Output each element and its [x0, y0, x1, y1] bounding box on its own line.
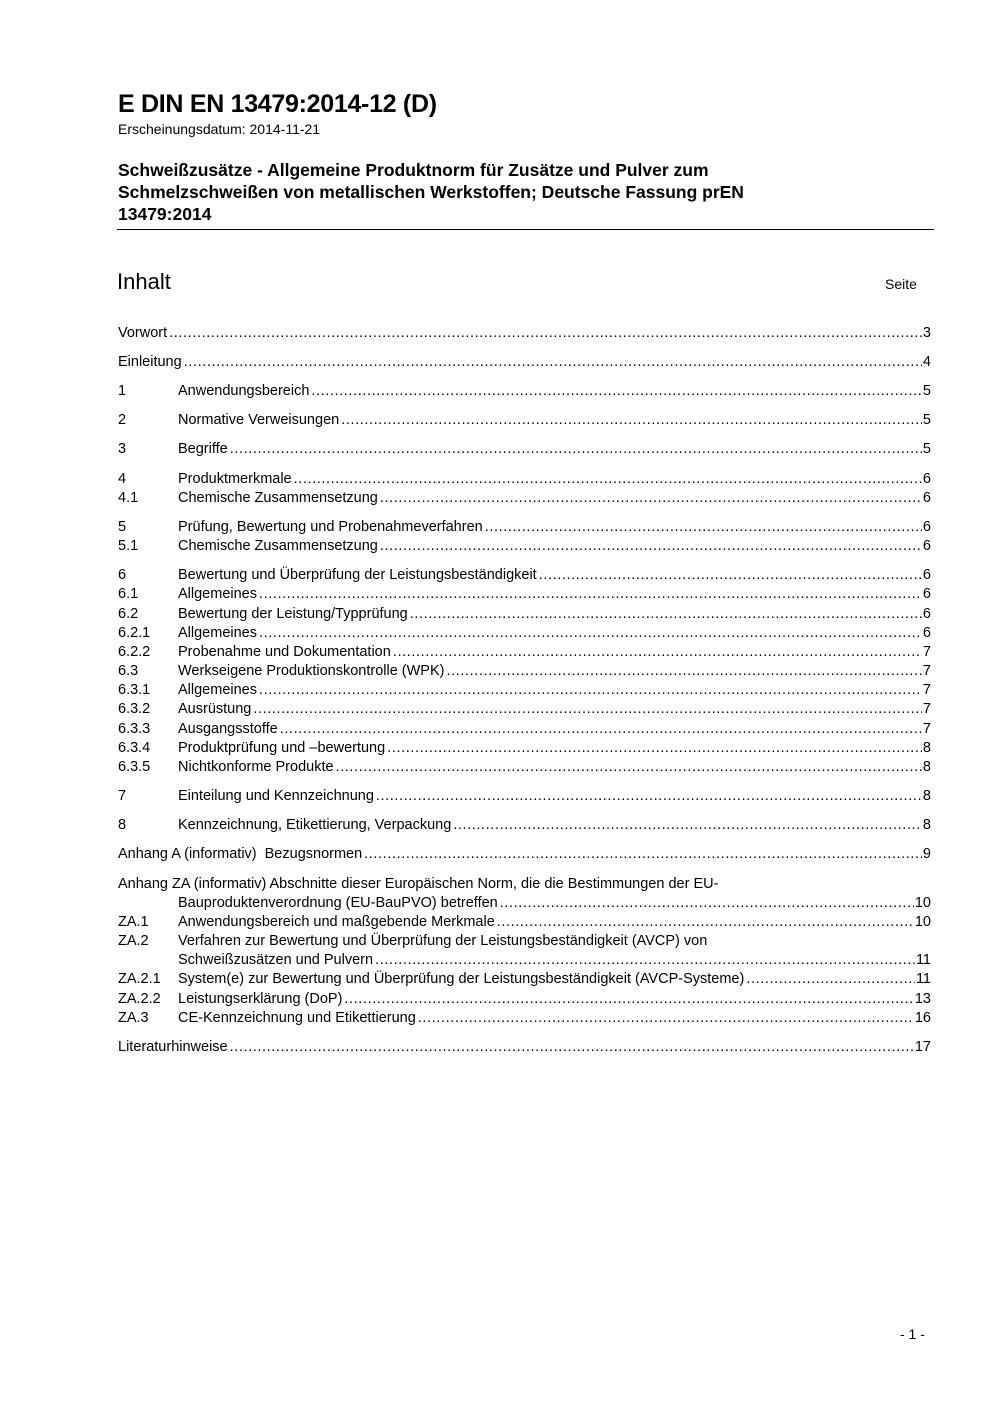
- toc-entry-page: 6: [922, 625, 931, 641]
- toc-entry-number: 6.1: [118, 586, 139, 602]
- toc-entry-number: 6.3.3: [118, 721, 151, 737]
- leader-dots: [341, 411, 922, 430]
- toc-entry-label: Literaturhinweise: [118, 1039, 228, 1055]
- toc-entry-number: ZA.3: [118, 1010, 149, 1026]
- toc-entry-page: 7: [922, 721, 931, 737]
- toc-entry-label: Anwendungsbereich und maßgebende Merkmale: [178, 914, 495, 930]
- toc-entry-page: 10: [914, 895, 931, 911]
- leader-dots: [380, 489, 922, 508]
- leader-dots: [380, 537, 922, 556]
- toc-entry-6-2-2[interactable]: [118, 643, 931, 662]
- toc-entry-za-2-2[interactable]: [118, 990, 931, 1009]
- toc-entry-1[interactable]: [118, 382, 931, 401]
- toc-entry-6-2-1[interactable]: [118, 624, 931, 643]
- toc-entry-number: 6.2.2: [118, 644, 151, 660]
- toc-entry-label: Begriffe: [178, 441, 228, 457]
- toc-entry-label: Schweißzusätzen und Pulvern: [178, 952, 374, 968]
- toc-entry-number: 1: [118, 383, 127, 399]
- toc-entry-label: Chemische Zusammensetzung: [178, 538, 378, 554]
- leader-dots: [259, 585, 922, 604]
- leader-dots: [746, 970, 915, 989]
- toc-entry-page: 7: [922, 682, 931, 698]
- toc-entry-label: Chemische Zusammensetzung: [178, 490, 378, 506]
- toc-entry-number: 6.3.2: [118, 701, 151, 717]
- toc-entry-page: 16: [914, 1010, 931, 1026]
- toc-entry-label: Einleitung: [118, 354, 182, 370]
- toc-entry-page: 5: [922, 383, 931, 399]
- toc-entry-label: Werkseigene Produktionskontrolle (WPK): [178, 663, 445, 679]
- toc-entry-label: Probenahme und Dokumentation: [178, 644, 391, 660]
- toc-entry-label: System(e) zur Bewertung und Überprüfung der Leistungsbeständigkeit (AVCP-Systeme): [178, 971, 745, 987]
- toc-entry-title: Bezugsnormen: [264, 846, 363, 862]
- toc-entry-label: Allgemeines: [178, 625, 257, 641]
- leader-dots: [446, 662, 921, 681]
- toc-entry-page: 11: [915, 952, 931, 968]
- toc-entry-number: 6.3: [118, 663, 139, 679]
- publication-date: Erscheinungsdatum: 2014-11-21: [118, 121, 321, 137]
- toc-entry-label: Leistungserklärung (DoP): [178, 991, 343, 1007]
- leader-dots: [453, 816, 922, 835]
- toc-entry-page: 3: [922, 325, 931, 341]
- page-number: - 1 -: [900, 1326, 925, 1342]
- leader-dots: [259, 624, 922, 643]
- toc-entry-number: ZA.2.2: [118, 991, 161, 1007]
- toc-entry-label: Normative Verweisungen: [178, 412, 340, 428]
- toc-entry-number: 6.3.4: [118, 740, 151, 756]
- leader-dots: [393, 643, 922, 662]
- toc-entry-number: 6.2: [118, 606, 139, 622]
- toc-entry-number: 6.3.1: [118, 682, 151, 698]
- toc-entry-page: 6: [922, 490, 931, 506]
- leader-dots: [497, 913, 914, 932]
- toc-entry-page: 13: [914, 991, 931, 1007]
- toc-entry-label: Kennzeichnung, Etikettierung, Verpackung: [178, 817, 452, 833]
- toc-entry-number: 3: [118, 441, 127, 457]
- toc-entry-8[interactable]: [118, 816, 931, 835]
- toc-entry-number: 6.2.1: [118, 625, 151, 641]
- toc-entry-vorwort[interactable]: [118, 324, 931, 343]
- leader-dots: [184, 353, 922, 372]
- toc-entry-label: [118, 845, 364, 864]
- leader-dots: [539, 566, 922, 585]
- toc-entry-6-1[interactable]: [118, 585, 931, 604]
- toc-entry-page: 6: [922, 606, 931, 622]
- toc-entry-label: Bewertung der Leistung/Typprüfung: [178, 606, 408, 622]
- toc-entry-za-1[interactable]: [118, 913, 931, 932]
- toc-entry-number: ZA.1: [118, 914, 149, 930]
- toc-entry-page: 8: [922, 740, 931, 756]
- toc-entry-label: Allgemeines: [178, 682, 257, 698]
- leader-dots: [230, 1038, 914, 1057]
- leader-dots: [259, 681, 922, 700]
- toc-entry-3[interactable]: [118, 440, 931, 459]
- leader-dots: [485, 518, 922, 537]
- toc-entry-label: Allgemeines: [178, 586, 257, 602]
- leader-dots: [169, 324, 922, 343]
- leader-dots: [418, 1009, 914, 1028]
- toc-entry-label: Prüfung, Bewertung und Probenahmeverfahren: [178, 519, 483, 535]
- leader-dots: [344, 990, 913, 1009]
- leader-dots: [294, 470, 922, 489]
- toc-entry-number: 2: [118, 412, 127, 428]
- toc-entry-number: ZA.2: [118, 933, 149, 949]
- toc-heading: Inhalt: [117, 269, 171, 294]
- toc-entry-za-2-line1[interactable]: [118, 932, 931, 951]
- toc-entry-page: 6: [922, 538, 931, 554]
- toc-entry-label: Verfahren zur Bewertung und Überprüfung der Leistungsbeständigkeit (AVCP) von: [178, 933, 708, 949]
- leader-dots: [364, 845, 922, 864]
- toc-entry-page: 10: [914, 914, 931, 930]
- toc-entry-einleitung[interactable]: [118, 353, 931, 372]
- toc-entry-za-2-line2[interactable]: [118, 951, 931, 970]
- toc-entry-label: Produktprüfung und –bewertung: [178, 740, 386, 756]
- toc-entry-5[interactable]: [118, 518, 931, 537]
- toc-entry-4-1[interactable]: [118, 489, 931, 508]
- leader-dots: [410, 605, 922, 624]
- leader-dots: [311, 382, 922, 401]
- toc-entry-page: 8: [922, 788, 931, 804]
- toc-entry-6-3[interactable]: [118, 662, 931, 681]
- toc-entry-label: Anwendungsbereich: [178, 383, 310, 399]
- toc-entry-page: 6: [922, 567, 931, 583]
- toc-entry-7[interactable]: [118, 787, 931, 806]
- toc-entry-number: 4.1: [118, 490, 139, 506]
- toc-entry-6-3-1[interactable]: [118, 681, 931, 700]
- toc-entry-page: 6: [922, 471, 931, 487]
- toc-entry-za-3[interactable]: [118, 1009, 931, 1028]
- leader-dots: [253, 700, 922, 719]
- leader-dots: [387, 739, 922, 758]
- toc-page-column-label: Seite: [885, 276, 917, 292]
- toc-entry-number: 5: [118, 519, 127, 535]
- title-line-3: 13479:2014: [118, 204, 212, 224]
- toc-entry-number: 6: [118, 567, 127, 583]
- toc-entry-6-3-3[interactable]: [118, 720, 931, 739]
- toc-entry-6-3-2[interactable]: [118, 700, 931, 719]
- leader-dots: [336, 758, 922, 777]
- toc-entry-page: 7: [922, 644, 931, 660]
- toc-entry-page: 8: [922, 759, 931, 775]
- leader-dots: [280, 720, 922, 739]
- toc-entry-anhang-za-line2[interactable]: [118, 894, 931, 913]
- toc-entry-number: 7: [118, 788, 127, 804]
- toc-entry-page: 5: [922, 441, 931, 457]
- toc-entry-6-2[interactable]: [118, 605, 931, 624]
- toc-entry-label: Bauproduktenverordnung (EU-BauPVO) betreffen: [178, 895, 498, 911]
- toc-entry-label: Produktmerkmale: [178, 471, 292, 487]
- toc-entry-prefix: Anhang A (informativ): [118, 846, 257, 862]
- leader-dots: [500, 894, 914, 913]
- title-line-2: Schmelzschweißen von metallischen Werkstoffen; Deutsche Fassung prEN: [118, 182, 744, 202]
- toc-entry-page: 4: [922, 354, 931, 370]
- toc-entry-label: Ausgangsstoffe: [178, 721, 278, 737]
- leader-dots: [375, 951, 915, 970]
- toc-entry-page: 6: [922, 586, 931, 602]
- toc-entry-page: 11: [915, 971, 931, 987]
- toc-entry-number: 6.3.5: [118, 759, 151, 775]
- toc-entry-label: Einteilung und Kennzeichnung: [178, 788, 374, 804]
- toc-entry-za-2-1[interactable]: [118, 970, 931, 989]
- toc-entry-number: ZA.2.1: [118, 971, 161, 987]
- toc-entry-page: 6: [922, 519, 931, 535]
- toc-entry-page: 8: [922, 817, 931, 833]
- toc-entry-page: 7: [922, 663, 931, 679]
- toc-entry-page: 7: [922, 701, 931, 717]
- toc-entry-label: Ausrüstung: [178, 701, 252, 717]
- toc-entry-6-3-5[interactable]: [118, 758, 931, 777]
- toc-entry-anhang-a[interactable]: [118, 845, 931, 864]
- title-line-1: Schweißzusätze - Allgemeine Produktnorm für Zusätze und Pulver zum: [118, 160, 709, 180]
- toc-entry-4[interactable]: [118, 470, 931, 489]
- toc-entry-5-1[interactable]: [118, 537, 931, 556]
- toc-entry-anhang-za-line1[interactable]: Anhang ZA (informativ) Abschnitte dieser Europäischen Norm, die die Bestimmungen der EU-: [118, 876, 719, 892]
- toc-entry-label: Vorwort: [118, 325, 168, 341]
- toc-entry-number: 4: [118, 471, 127, 487]
- toc-entry-page: 9: [922, 846, 931, 862]
- toc-entry-6-3-4[interactable]: [118, 739, 931, 758]
- toc-entry-number: 5.1: [118, 538, 139, 554]
- toc-entry-6[interactable]: [118, 566, 931, 585]
- toc-entry-label: CE-Kennzeichnung und Etikettierung: [178, 1010, 416, 1026]
- leader-dots: [376, 787, 922, 806]
- leader-dots: [230, 440, 922, 459]
- toc-entry-label: Nichtkonforme Produkte: [178, 759, 334, 775]
- toc-entry-page: 17: [914, 1039, 931, 1055]
- toc-entry-number: 8: [118, 817, 127, 833]
- toc-entry-literaturhinweise[interactable]: [118, 1038, 931, 1057]
- toc-entry-label: Bewertung und Überprüfung der Leistungsbeständigkeit: [178, 567, 537, 583]
- toc-entry-2[interactable]: [118, 411, 931, 430]
- toc-entry-page: 5: [922, 412, 931, 428]
- document-number: E DIN EN 13479:2014-12 (D): [118, 90, 437, 118]
